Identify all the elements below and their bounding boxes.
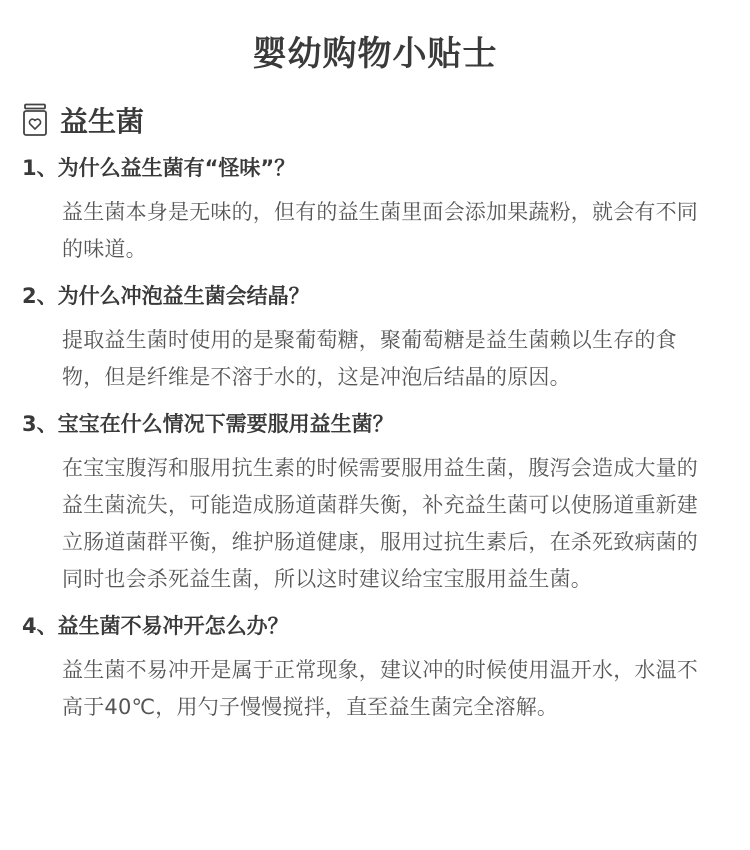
page-title: 婴幼购物小贴士 <box>252 34 498 74</box>
question-4: 4、益生菌不易冲开怎么办？ <box>22 614 289 638</box>
qa-item <box>22 610 722 726</box>
question-3: 3、宝宝在什么情况下需要服用益生菌？ <box>22 412 394 436</box>
question-1: 1、为什么益生菌有“怪味”？ <box>22 156 296 180</box>
question-2: 2、为什么冲泡益生菌会结晶？ <box>22 284 310 308</box>
qa-item <box>22 280 722 396</box>
probiotic-jar-icon <box>22 103 48 137</box>
qa-item <box>22 152 722 268</box>
answer-2: 提取益生菌时使用的是聚葡萄糖，聚葡萄糖是益生菌赖以生存的食物，但是纤维是不溶于水的，这是冲泡后结晶的原因。 <box>62 328 677 389</box>
answer-4: 益生菌不易冲开是属于正常现象，建议冲的时候使用温开水，水温不高于40℃，用勺子慢慢搅拌，直至益生菌完全溶解。 <box>62 658 698 719</box>
qa-item <box>22 408 722 598</box>
answer-3: 在宝宝腹泻和服用抗生素的时候需要服用益生菌，腹泻会造成大量的益生菌流失，可能造成肠道菌群失衡，补充益生菌可以使肠道重新建立肠道菌群平衡，维护肠道健康，服用过抗生素后，在杀死致病菌的同时也会杀死益生菌，所以这时建议给宝宝服用益生菌。 <box>62 456 698 591</box>
section-header <box>22 100 144 140</box>
section-title: 益生菌 <box>60 105 145 138</box>
qa-list <box>22 152 722 738</box>
answer-1: 益生菌本身是无味的，但有的益生菌里面会添加果蔬粉，就会有不同的味道。 <box>62 200 698 261</box>
